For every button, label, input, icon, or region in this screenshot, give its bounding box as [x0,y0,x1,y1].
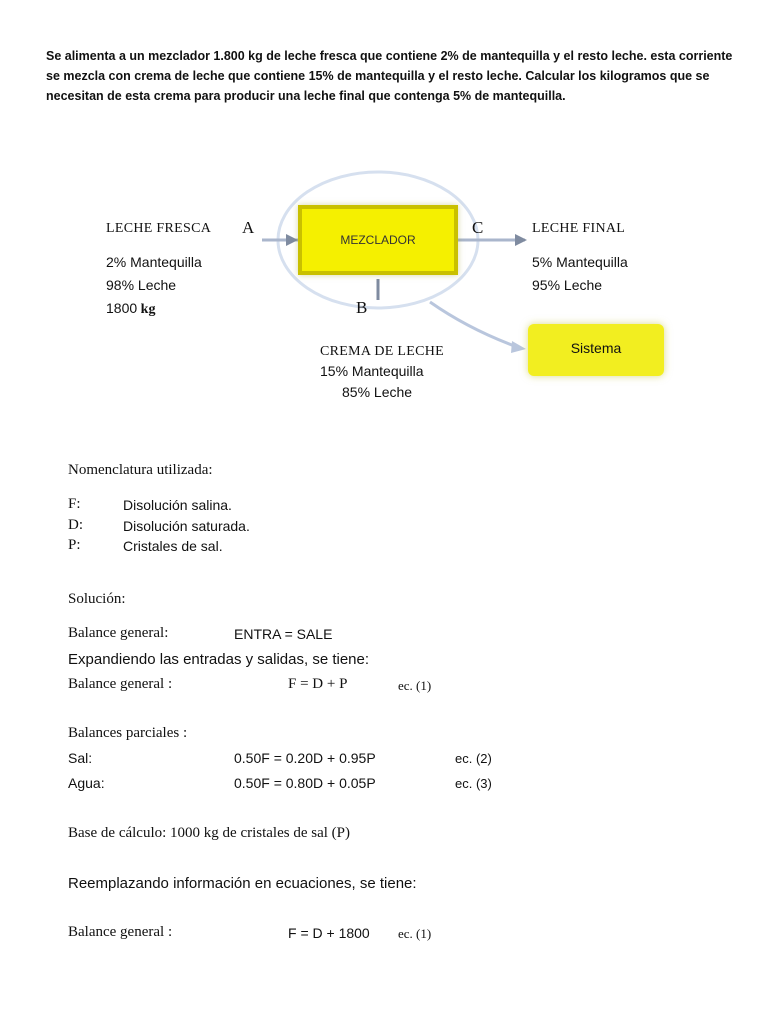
stream-c-line1: 5% Mantequilla [532,254,628,270]
system-pointer-line [430,302,520,348]
equation-tag-1-repeat: ec. (1) [398,926,432,941]
mixer-label: MEZCLADOR [340,233,416,247]
nomenclature-desc-f: Disolución salina. [123,497,232,513]
nomenclature-symbol-p: P: [68,537,81,553]
nomenclature-heading: Nomenclatura utilizada: [68,462,213,478]
equation-tag-2: ec. (2) [455,751,492,766]
nomenclature-desc-p: Cristales de sal. [123,538,223,554]
stream-b-line2: 85% Leche [342,384,413,400]
balance-general-eq-1: ENTRA = SALE [234,626,333,642]
balance-general-eq-2: F = D + P [288,676,348,692]
balance-general-label-2: Balance general : [68,676,173,692]
sal-label: Sal: [68,750,93,766]
stream-c-title: LECHE FINAL [532,221,626,236]
stream-b-line1: 15% Mantequilla [320,363,424,379]
nomenclature-symbol-d: D: [68,517,83,533]
agua-equation: 0.50F = 0.80D + 0.05P [234,775,376,791]
stream-b-letter: B [356,298,368,317]
stream-a-title: LECHE FRESCA [106,221,212,236]
balance-general-eq-3: F = D + 1800 [288,925,370,941]
stream-a-line2: 98% Leche [106,277,177,293]
stream-a-line1: 2% Mantequilla [106,254,202,270]
expand-text: Expandiendo las entradas y salidas, se tiene: [68,651,370,668]
stream-c-arrow [515,234,527,246]
system-pointer-arrow [511,341,526,353]
sal-equation: 0.50F = 0.20D + 0.95P [234,750,376,766]
stream-a-mass: 1800 [106,300,138,316]
balance-general-label-3: Balance general : [68,924,173,940]
sistema-label: Sistema [570,340,622,356]
equation-tag-3: ec. (3) [455,776,492,791]
equation-tag-1: ec. (1) [398,678,432,693]
stream-b-title: CREMA DE LECHE [320,344,444,359]
stream-c-letter: C [472,218,484,237]
solution-heading: Solución: [68,591,126,607]
problem-statement: Se alimenta a un mezclador 1.800 kg de leche fresca que contiene 2% de mantequilla y el resto leche. esta corriente se mezcla con crema de leche que contiene 15% de mantequilla y el resto leche. Calcular los kilogramos que se necesitan de esta crema para producir una leche final que contenga 5% de mantequilla. [46,49,733,103]
replace-text: Reemplazando información en ecuaciones, se tiene: [68,875,417,892]
calculation-basis: Base de cálculo: 1000 kg de cristales de sal (P) [68,825,350,841]
partial-balances-heading: Balances parciales : [68,725,188,741]
stream-c-line2: 95% Leche [532,277,603,293]
balance-general-label-1: Balance general: [68,625,169,641]
stream-a-arrow [286,234,298,246]
agua-label: Agua: [68,775,105,791]
nomenclature-desc-d: Disolución saturada. [123,518,250,534]
nomenclature-symbol-f: F: [68,496,81,512]
stream-a-unit: kg [140,302,156,317]
stream-a-letter: A [242,218,255,237]
stream-a-line3 [106,300,155,318]
